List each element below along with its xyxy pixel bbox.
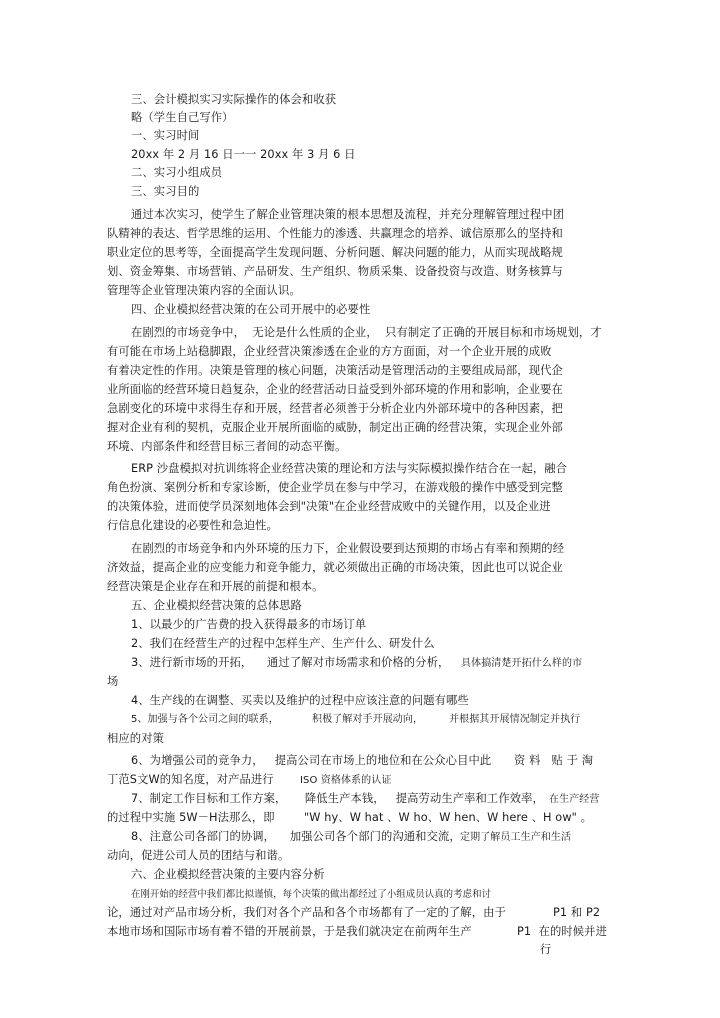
paragraph-line: 有可能在市场上站稳脚跟，企业经营决策渗透在企业的方方面面，对一个企业开展的成败 bbox=[107, 345, 552, 358]
paragraph-line: 有着决定性的作用。决策是管理的核心问题，决策活动是管理活动的主要组成局部，现代企 bbox=[107, 364, 563, 377]
list-item-continuation: 资 料 贴 于 淘 bbox=[514, 754, 594, 767]
paragraph-line: 环境、内部条件和经营目标三者间的动态平衡。 bbox=[107, 440, 347, 453]
list-item-continuation: ISO 资格体系的认证 bbox=[300, 775, 392, 786]
paragraph-line: 在剧烈的市场竞争和内外环境的压力下，企业假设要到达预期的市场占有率和预期的经 bbox=[131, 542, 565, 555]
list-item-continuation: 在生产经营 bbox=[549, 794, 600, 805]
paragraph-line: 在剧烈的市场竞争中， 无论是什么性质的企业， 只有制定了正确的开展目标和市场规划，才 bbox=[131, 326, 602, 339]
list-item-continuation: "W hy、W hat 、W ho、W hen、W here 、H ow" 。 bbox=[304, 811, 593, 824]
list-item-continuation: 相应的对策 bbox=[107, 732, 164, 745]
section-heading: 一、实习时间 bbox=[131, 129, 200, 142]
section-heading: 三、会计模拟实习实际操作的体会和收获 bbox=[131, 93, 337, 106]
paragraph-line: P1 在的时候并进 bbox=[517, 925, 607, 938]
section-heading: 三、实习目的 bbox=[131, 185, 200, 198]
paragraph-line: P1 和 P2 bbox=[553, 906, 601, 919]
paragraph-line: 管理等企业管理决策内容的全面认识。 bbox=[107, 284, 301, 297]
paragraph-line: 通过本次实习，使学生了解企业管理决策的根本思想及流程，并充分理解管理过程中团 bbox=[131, 208, 565, 221]
paragraph-line: 济效益，提高企业的应变能力和竞争能力，就必须做出正确的市场决策，因此也可以说企业 bbox=[107, 561, 563, 574]
list-item-continuation: 场 bbox=[107, 675, 119, 688]
list-item-continuation: 丁范S文W的知名度，对产品进行 bbox=[107, 773, 274, 786]
list-item: 2、我们在经营生产的过程中怎样生产、生产什么、研发什么 bbox=[131, 637, 435, 650]
paragraph-line: 行 bbox=[540, 943, 552, 956]
paragraph-line: 略（学生自己写作） bbox=[131, 111, 234, 124]
paragraph-line: 角色扮演、案例分析和专家诊断，使企业学员在参与中学习，在游戏般的操作中感受到完整 bbox=[107, 481, 563, 494]
list-item: 7、制定工作目标和工作方案， 降低生产本钱， 提高劳动生产率和工作效率， bbox=[131, 792, 544, 805]
list-item: 1、以最少的广告费的投入获得最多的市场订单 bbox=[131, 618, 367, 631]
list-item-continuation: 并根据其开展情况制定并执行 bbox=[449, 714, 581, 725]
list-item: 3、进行新市场的开拓， 通过了解对市场需求和价格的分析， bbox=[131, 656, 450, 669]
list-item: 8、注意公司各部门的协调， 加强公司各个部门的沟通和交流， bbox=[131, 830, 461, 843]
paragraph-line: 握对企业有利的契机，克服企业开展所面临的威胁，制定出正确的经营决策，实现企业外部 bbox=[107, 421, 563, 434]
paragraph-line: 20xx 年 2 月 16 日一一 20xx 年 3 月 6 日 bbox=[131, 148, 356, 161]
paragraph-line: 论，通过对产品市场分析，我们对各个产品和各个市场都有了一定的了解，由于 bbox=[107, 906, 506, 919]
list-item-continuation: 具体搞清楚开拓什么样的市 bbox=[461, 658, 583, 669]
list-item: 6、为增强公司的竞争力， 提高公司在市场上的地位和在公众心目中此 bbox=[131, 754, 492, 767]
list-item: 4、生产线的在调整、买卖以及维护的过程中应该注意的问题有哪些 bbox=[131, 694, 469, 707]
list-item: 5、加强与各个公司之间的联系， bbox=[131, 714, 279, 725]
list-item-continuation: 动向，促进公司人员的团结与和谐。 bbox=[107, 849, 290, 862]
paragraph-line: 职业定位的思考等，全面提高学生发现问题、分析问题、解决问题的能力，从而实现战略规 bbox=[107, 246, 563, 259]
section-heading: 四、企业模拟经营决策的在公司开展中的必要性 bbox=[131, 303, 371, 316]
paragraph-line: 业所面临的经营环境日趋复杂，企业的经营活动日益受到外部环境的作用和影响，企业要在 bbox=[107, 383, 563, 396]
section-heading: 二、实习小组成员 bbox=[131, 166, 223, 179]
paragraph-line: 在刚开始的经营中我们都比拟谨慎，每个决策的做出都经过了小组成员认真的考虑和讨 bbox=[131, 889, 492, 900]
paragraph-line: 划、资金筹集、市场营销、产品研发、生产组织、物质采集、设备投资与改造、财务核算与 bbox=[107, 265, 563, 278]
list-item-continuation: 积极了解对手开展动向， bbox=[312, 714, 424, 725]
section-heading: 六、企业模拟经营决策的主要内容分析 bbox=[131, 868, 325, 881]
section-heading: 五、企业模拟经营决策的总体思路 bbox=[131, 599, 302, 612]
list-item-continuation: 的过程中实施 5W－H法那么，即 bbox=[107, 811, 275, 824]
paragraph-line: 行信息化建设的必要性和急迫性。 bbox=[107, 519, 278, 532]
list-item-continuation: 定期了解员工生产和生活 bbox=[460, 832, 572, 843]
paragraph-line: 的决策体验，进而使学员深刻地体会到"决策"在企业经营成败中的关键作用，以及企业进 bbox=[107, 500, 551, 513]
paragraph-line: 经营决策是企业存在和开展的前提和根本。 bbox=[107, 580, 324, 593]
paragraph-line: ERP 沙盘模拟对抗训练将企业经营决策的理论和方法与实际模拟操作结合在一起，融合 bbox=[131, 462, 568, 475]
paragraph-line: 本地市场和国际市场有着不错的开展前景，于是我们就决定在前两年生产 bbox=[107, 925, 472, 938]
paragraph-line: 队精神的表达、哲学思维的运用、个性能力的渗透、共赢理念的培养、诚信原那么的坚持和 bbox=[107, 227, 563, 240]
paragraph-line: 急剧变化的环境中求得生存和开展，经营者必须善于分析企业内外部环境中的各种因素，把 bbox=[107, 402, 563, 415]
